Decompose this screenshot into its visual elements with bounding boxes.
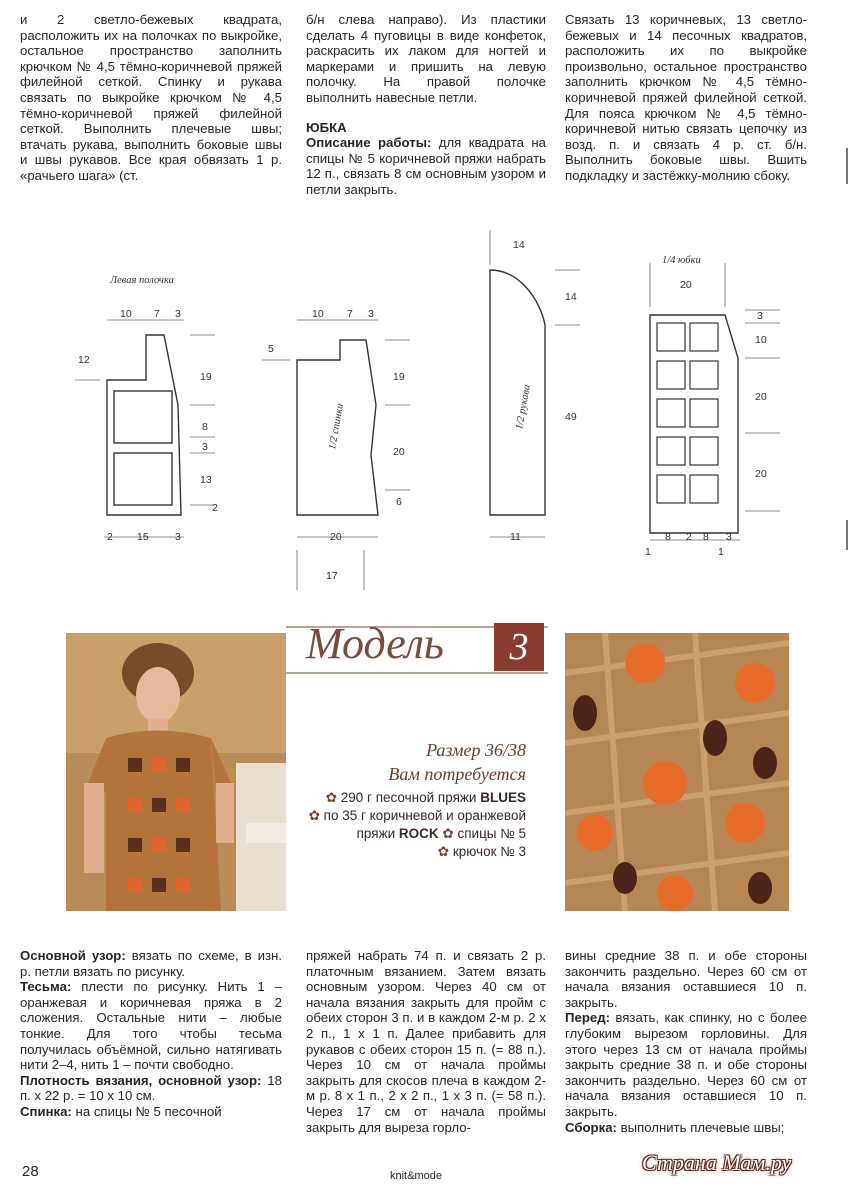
dim-label: 10 [312, 308, 324, 320]
dim-label: 3 [175, 531, 181, 543]
size-label: Размер 36/38 [426, 740, 526, 760]
dim-label: 5 [268, 343, 274, 355]
dim-label: 2 [107, 531, 113, 543]
material-line-2: ✿ по 35 г коричневой и оранжевой [308, 808, 526, 823]
paragraph: Сборка: выполнить плечевые швы; [565, 1119, 785, 1135]
dim-label: 14 [513, 239, 525, 251]
edge-mark [846, 520, 848, 550]
dim-label: 19 [200, 371, 212, 383]
bottom-column-2 [306, 948, 546, 1135]
dim-label: 1 [718, 546, 724, 558]
pattern-diagrams [0, 215, 853, 605]
flower-icon: ✿ [437, 844, 453, 859]
dim-label: 2 [212, 502, 218, 514]
dim-label: 3 [368, 308, 374, 320]
dim-label: 7 [154, 308, 160, 320]
paragraph: Плотность вязания, основной узор: 18 п. х 22 р. = 10 х 10 см. [20, 1072, 282, 1104]
page-number: 28 [22, 1163, 39, 1180]
dim-label: 20 [393, 446, 405, 458]
flower-icon: ✿ [325, 790, 341, 805]
dim-label: 8 [202, 421, 208, 433]
dim-label: 6 [396, 496, 402, 508]
dim-label: 2 [686, 531, 692, 543]
model-photo [66, 633, 286, 911]
skirt-squares [657, 323, 718, 503]
paragraph: Описание работы: для квадрата на спицы № 5 коричневой пряжи набрать 12 п., связать 8 см основным узором и петли закрыть. [306, 135, 546, 197]
watermark: Страна Мам.ру [642, 1150, 792, 1175]
pattern-svg [0, 215, 853, 605]
paragraph: вины средние 38 п. и обе стороны закончить раздельно. Через 60 см от начала вязания оставшиеся 10 п. закрыть. [565, 948, 807, 1010]
dim-label: 7 [347, 308, 353, 320]
bottom-column-3 [565, 948, 807, 1135]
dim-label: 19 [393, 371, 405, 383]
bottom-column-1 [20, 948, 282, 1120]
material-line-1: ✿ 290 г песочной пряжи BLUES [325, 790, 526, 805]
sleeve-title: 1/2 рукава [514, 383, 533, 431]
dim-label: 12 [78, 354, 90, 366]
closeup-photo [565, 633, 789, 911]
flower-icon: ✿ [438, 826, 454, 841]
dim-label: 3 [202, 441, 208, 453]
dim-label: 1 [645, 546, 651, 558]
materials-box [300, 690, 548, 915]
sleeve-outline [490, 270, 545, 515]
flower-icon: ✿ [308, 808, 324, 823]
dim-label: 3 [175, 308, 181, 320]
brand-logo: knit&mode [390, 1170, 442, 1182]
dim-label: 17 [326, 570, 338, 582]
model-number: 3 [494, 623, 544, 671]
square [114, 453, 172, 505]
top-column-2 [306, 12, 546, 198]
dim-label: 20 [755, 468, 767, 480]
back-title: 1/2 спинки [327, 402, 347, 451]
need-label: Вам потребуется [388, 764, 526, 784]
dim-label: 49 [565, 411, 577, 423]
section-heading: ЮБКА [306, 119, 347, 135]
dim-label: 8 [703, 531, 709, 543]
material-line-3: пряжи ROCK ✿ спицы № 5 [356, 826, 526, 841]
edge-mark [846, 148, 848, 184]
left-front-outline [107, 335, 181, 515]
dim-label: 11 [510, 531, 521, 543]
dim-label: 3 [757, 310, 763, 322]
top-column-3 [565, 12, 807, 184]
paragraph: Связать 13 коричневых, 13 светло-бежевых и 14 песочных квадратов, расположить их по выкройке произвольно, остальное пространство заполнить крючком № 4,5 тёмно-коричневой пряжей филейной сеткой. Для пояса крючком № 4,5 тёмно-коричневой нитью связать цепочку из возд. п. и связать 4 р. ст. б/н. Выполнить боковые швы. Вшить подкладку и застёжку-молнию сбоку. [565, 12, 807, 183]
skirt-outline [650, 315, 738, 533]
skirt-title: 1/4 юбки [662, 255, 701, 266]
paragraph: Спинка: на спицы № 5 песочной [20, 1103, 222, 1119]
left-front-title: Левая полочка [110, 275, 174, 286]
dim-label: 15 [137, 531, 149, 543]
paragraph: б/н слева направо). Из пластики сделать 4 пуговицы в виде конфеток, раскрасить их лаком для ногтей и маркерами и пришить на левую полочку. На правой полочке выполнить навесные петли. [306, 12, 546, 105]
square [114, 391, 172, 443]
paragraph: и 2 светло-бежевых квадрата, расположить их на полочках по выкройке, остальное пространство заполнить крючком № 4,5 тёмно-коричневой пряжей филейной сеткой. Спинку и рукава связать по выкройке крючком № 4,5 тёмно-коричневой пряжей филейной сеткой. Выполнить плечевые швы; втачать рукава, выполнить боковые швы и швы рукавов. Все края обвязать 1 р. «рачьего шага» (ст. [20, 12, 282, 183]
dim-label: 8 [665, 531, 671, 543]
paragraph: Перед: вязать, как спинку, но с более глубоким вырезом горловины. Для этого через 13 см от начала проймы закрыть средние 38 п. и обе стороны закончить раздельно. Через 60 см от начала вязания оставшиеся 10 п. закрыть. [565, 1010, 807, 1119]
dim-label: 20 [680, 279, 692, 291]
dim-label: 20 [755, 391, 767, 403]
dim-label: 10 [120, 308, 132, 320]
paragraph: Основной узор: вязать по схеме, в изн. р. петли вязать по рисунку. [20, 948, 282, 979]
paragraph: Тесьма: плести по рисунку. Нить 1 – оранжевая и коричневая пряжа в 2 сложения. Остальные нити – любые тонкие. Для того чтобы тесьма получилась объёмной, сильно натягивать нити 2–4, нить 1 – почти свободно. [20, 979, 282, 1073]
model-title: Модель [306, 619, 444, 668]
dim-label: 3 [726, 531, 732, 543]
dim-label: 14 [565, 291, 577, 303]
paragraph: пряжей набрать 74 п. и связать 2 р. платочным вязанием. Затем вязать основным узором. Через 40 см от начала вязания закрыть для пройм с обеих сторон 3 п. и в каждом 2-м р. 2 х 2 п., 1 х 1 п. Далее прибавить для рукавов с обеих сторон 15 п. (= 88 п.). Через 10 см от начала проймы закрыть для скосов плеча в каждом 2-м р. 8 х 1 п., 2 х 2 п., 1 х 3 п. (= 58 п.). Через 17 см от начала проймы закрыть для выреза горло- [306, 948, 546, 1135]
material-line-4: ✿ крючок № 3 [437, 844, 526, 859]
dim-label: 20 [330, 531, 342, 543]
top-column-1 [20, 12, 282, 184]
dim-label: 13 [200, 474, 212, 486]
dim-label: 10 [755, 334, 767, 346]
